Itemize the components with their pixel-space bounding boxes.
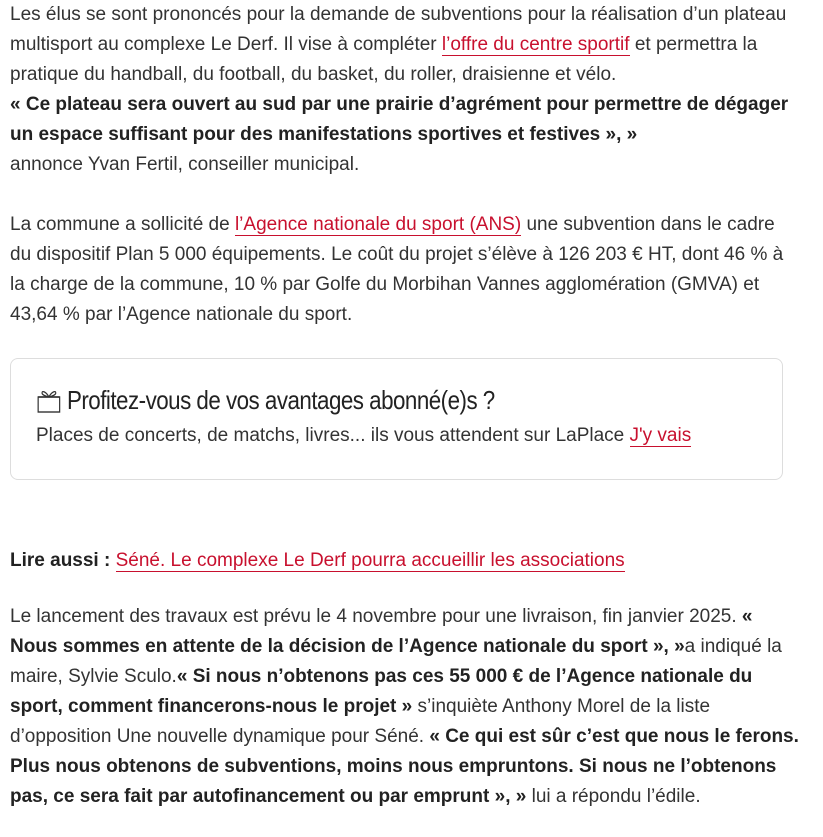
paragraph-3-text-b: a indiqué la maire, Sylvie Sculo. [10, 636, 782, 687]
paragraph-1-text-a: Les élus se sont prononcés pour la demande de subventions pour la réalisation d’un plateau multisport au complexe Le Derf. Il vise à compléter [10, 4, 787, 55]
read-also-link[interactable]: Séné. Le complexe Le Derf pourra accueillir les associations [115, 550, 625, 571]
paragraph-1 [10, 0, 800, 180]
paragraph-1-text-b: et permettra la pratique du handball, du football, du basket, du roller, draisienne et vélo. [10, 34, 758, 85]
gift-icon [36, 386, 62, 414]
link-centre-sportif[interactable]: l’offre du centre sportif [441, 34, 630, 55]
paragraph-1-text-c: annonce Yvan Fertil, conseiller municipal. [10, 154, 360, 175]
paragraph-2-text-b: une subvention dans le cadre du dispositif Plan 5 000 équipements. Le coût du projet s’élève à 126 203 € HT, dont 46 % à la charge de la commune, 10 % par Golfe du Morbihan Vannes agglomération (GMVA) et 43,64 % par l’Agence nationale du sport. [10, 214, 784, 325]
promo-text-body: Places de concerts, de matchs, livres... ils vous attendent sur LaPlace [36, 425, 630, 446]
quote-maire-2: « Ce qui est sûr c’est que nous le ferons. Plus nous obtenons de subventions, moins nous empruntons. Si nous ne l’obtenons pas, ce sera fait par autofinancement ou par emprunt », » [10, 726, 799, 807]
read-also-label: Lire aussi : [10, 550, 111, 571]
jy-vais-link[interactable]: J'y vais [629, 425, 692, 446]
quote-yvan-fertil: « Ce plateau sera ouvert au sud par une prairie d’agrément pour permettre de dégager un espace suffisant pour des manifestations sportives et festives », » [10, 94, 789, 145]
paragraph-3-text-d: lui a répondu l’édile. [526, 786, 701, 807]
quote-maire-1: « Nous sommes en attente de la décision de l’Agence nationale du sport », » [10, 606, 753, 657]
subscriber-promo-box [10, 358, 783, 480]
promo-text [36, 423, 782, 449]
paragraph-2 [10, 210, 800, 330]
read-also [10, 546, 800, 576]
promo-title [36, 383, 678, 417]
paragraph-3-text-a: Le lancement des travaux est prévu le 4 novembre pour une livraison, fin janvier 2025. [10, 606, 742, 627]
paragraph-2-text-a: La commune a sollicité de [10, 214, 235, 235]
promo-title-text: Profitez-vous de vos avantages abonné(e)s ? [66, 385, 495, 415]
quote-anthony-morel: « Si nous n’obtenons pas ces 55 000 € de l’Agence nationale du sport, comment financerons-nous le projet » [10, 666, 753, 717]
paragraph-3 [10, 602, 800, 812]
paragraph-3-text-c: s’inquiète Anthony Morel de la liste d’opposition Une nouvelle dynamique pour Séné. [10, 696, 711, 747]
link-agence-nationale-sport[interactable]: l’Agence nationale du sport (ANS) [234, 214, 522, 235]
